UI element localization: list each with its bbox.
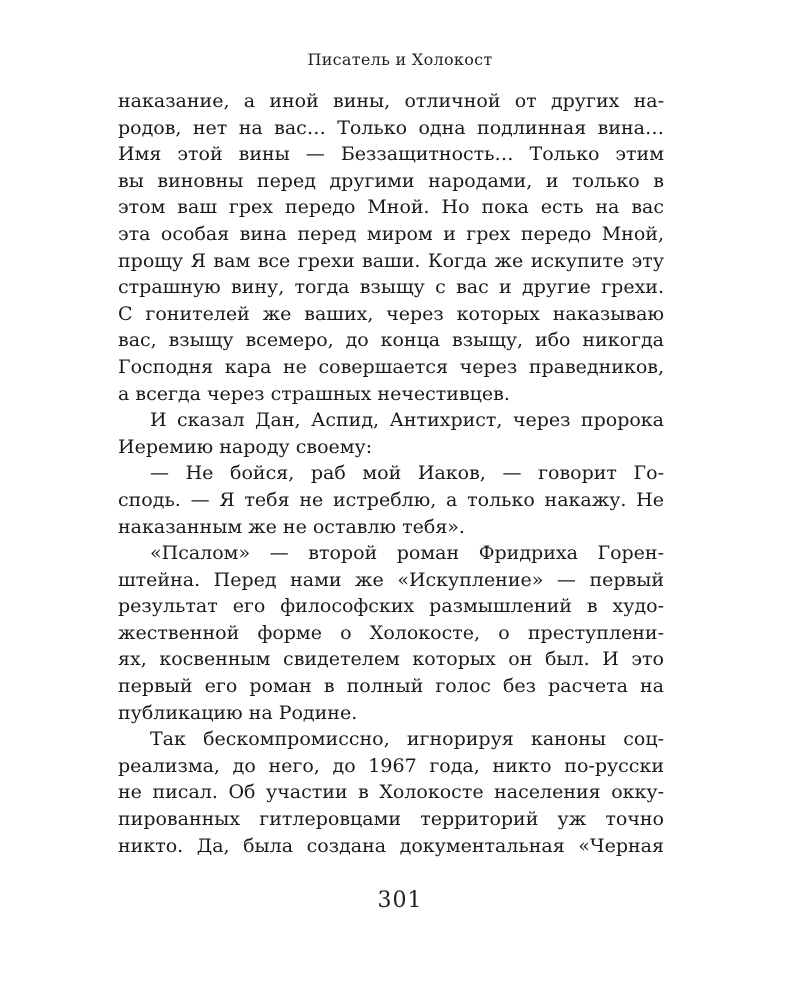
text-line: наказание, а иной вины, отличной от других на- [118,90,664,112]
text-line: прощу Я вам все грехи ваши. Когда же искупите эту [118,249,664,272]
text-line: И сказал Дан, Аспид, Антихрист, через пророка [150,409,664,432]
text-line: жественной форме о Холокосте, о преступлени- [118,621,664,644]
text-line: «Псалом» — второй роман Фридриха Горен- [150,542,664,565]
text-line: первый его роман в полный голос без расчета на [118,675,664,698]
page-number: 301 [377,888,423,913]
text-line: страшную вину, тогда взыщу с вас и другие грехи. [118,276,664,299]
text-line: вы виновны перед другими народами, и только в [118,169,664,192]
text-line: наказанным же не оставлю тебя». [118,515,465,538]
text-line: Господня кара не совершается через праведников, [118,355,664,378]
text-line: С гонителей же ваших, через которых наказываю [118,302,664,325]
text-line: публикацию на Родине. [118,701,358,724]
text-line: эта особая вина перед миром и грех передо Мной, [118,222,664,245]
text-line: сподь. — Я тебя не истреблю, а только накажу. Не [118,488,664,511]
text-line: Так бескомпромиссно, игнорируя каноны соц- [150,728,664,751]
text-line: штейна. Перед нами же «Искупление» — первый [118,568,664,591]
text-line: пированных гитлеровцами территорий уж точно [118,808,664,831]
text-line: результат его философских размышлений в худо- [118,595,664,618]
running-head: Писатель и Холокост [307,50,493,69]
text-line: родов, нет на вас… Только одна подлинная вина… [118,116,664,139]
text-line: реализма, до него, до 1967 года, никто по-русски [118,754,664,777]
text-line: вас, взыщу всемеро, до конца взыщу, ибо никогда [118,329,664,352]
text-line: никто. Да, была создана документальная «Черная [118,834,664,857]
body-text [118,88,664,859]
text-line: а всегда через страшных нечестивцев. [118,382,510,405]
text-line: Иеремию народу своему: [118,435,373,458]
text-line: не писал. Об участии в Холокосте населения окку- [118,781,664,804]
text-line: Имя этой вины — Беззащитность… Только этим [118,143,664,166]
text-line: ях, косвенным свидетелем которых он был. И это [118,648,664,671]
text-line: этом ваш грех передо Мной. Но пока есть на вас [118,196,664,219]
text-line: — Не бойся, раб мой Иаков, — говорит Го- [150,462,664,485]
